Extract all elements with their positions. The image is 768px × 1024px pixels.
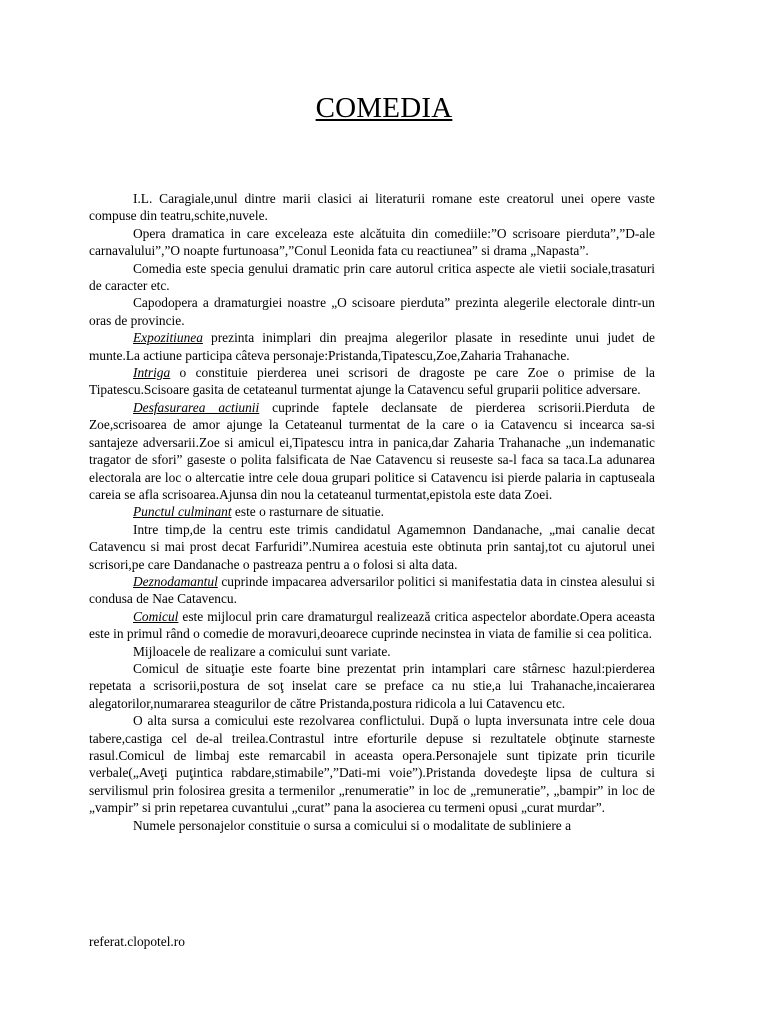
document-body — [89, 190, 655, 834]
paragraph — [89, 260, 655, 295]
paragraph-text: cuprinde impacarea adversarilor politici si manifestatia data in cinstea alesului si condusa de Nae Catavencu. — [89, 573, 655, 607]
paragraph — [89, 399, 655, 503]
paragraph-text: Numele personajelor constituie o sursa a comicului si o modalitate de subliniere a — [133, 817, 572, 833]
paragraph-text: O alta sursa a comicului este rezolvarea conflictului. După o lupta inversunata intre cele doua tabere,castiga cel de-al treilea.Contrastul intre eforturile depuse si rezultatele obţinute starneste rasul.Comicul de limbaj este remarcabil in aceasta opera.Personajele sunt tipizate prin ticurile verbale(„Aveţi puţintica rabdare,stimabile”,”Dati-mi voie”).Pristanda dovedeşte lipsa de cultura si servilismul prin folosirea gresita a termenilor „renumeratie” in loc de „remuneratie”, „bampir” in loc de „vampir” si prin repetarea cuvantului „curat” pana la asocierea cu termeni opusi „curat murdar”. — [89, 713, 655, 816]
paragraph — [89, 190, 655, 225]
paragraph-text: este mijlocul prin care dramaturgul realizează critica aspectelor abordate.Opera aceasta este in primul rând o comedie de moravuri,deoarece cuprinde necinstea in viata de familie si cea politica. — [89, 608, 655, 642]
paragraph — [89, 521, 655, 573]
paragraph-text: Mijloacele de realizare a comicului sunt variate. — [133, 643, 391, 659]
paragraph — [89, 364, 655, 399]
paragraph-text: Comicul de situaţie este foarte bine prezentat prin intamplari care stârnesc hazul:pierderea repetata a scrisorii,postura de soţ inselat care se preface ca nu stie,a lui Trahanache,incaierarea alegatorilor,numararea steagurilor de către Pristanda,postura ridicola a lui Catavencu etc. — [89, 660, 655, 711]
page-title: COMEDIA — [315, 92, 453, 124]
paragraph — [89, 503, 655, 520]
paragraph — [89, 660, 655, 712]
paragraph — [89, 817, 655, 834]
paragraph — [89, 294, 655, 329]
paragraph-text: cuprinde faptele declansate de pierderea scrisorii.Pierduta de Zoe,scrisoarea de amor ajunge la Cetateanul turmentat de la care o ia Catavencu si incearca sa-si santajeze adversarii.Zoe si amicul ei,Tipatescu intra in panica,dar Zaharia Trahanache „un indemanatic tragator de sfori” gaseste o polita falsificata de Nae Catavencu si reuseste sa-l faca sa taca.La adunarea electorala are loc o altercatie intre cele doua grupari politice si Catavencu isi pierde palaria in captuseala careia se afla scrisoarea.Ajunsa din nou la cetateanul turmentat,epistola este data Zoei. — [89, 399, 655, 502]
paragraph-text: I.L. Caragiale,unul dintre marii clasici ai literaturii romane este creatorul unei opere vaste compuse din teatru,schite,nuvele. — [89, 191, 655, 224]
paragraph — [89, 643, 655, 660]
paragraph — [89, 573, 655, 608]
section-term: Punctul culminant — [133, 504, 232, 520]
paragraph-text: Capodopera a dramaturgiei noastre „O scisoare pierduta” prezinta alegerile electorale dintr-un oras de provincie. — [89, 295, 655, 328]
paragraph — [89, 329, 655, 364]
paragraph — [89, 225, 655, 260]
paragraph-text: Intre timp,de la centru este trimis candidatul Agamemnon Dandanache, „mai canalie decat Catavencu si mai prost decat Farfuridi”.Numirea acestuia este obtinuta prin santaj,tot cu ajutorul unei scrisori,pe care Dandanache o pastreaza pentru a o folosi si alta data. — [89, 521, 655, 572]
footer-source: referat.clopotel.ro — [89, 934, 185, 949]
paragraph — [89, 608, 655, 643]
section-term: Intriga — [133, 365, 171, 381]
paragraph-text: Opera dramatica in care exceleaza este alcătuita din comediile:”O scrisoare pierduta”,”D-ale carnavalului”,”O noapte furtunoasa”,”Conul Leonida fata cu reactiunea” si drama „Napasta”. — [89, 225, 655, 259]
paragraph-text: Comedia este specia genului dramatic prin care autorul critica aspecte ale vietii sociale,trasaturi de caracter etc. — [89, 260, 655, 294]
paragraph-text: o constituie pierderea unei scrisori de dragoste pe care Zoe o primise de la Tipatescu.Scisoare gasita de cetateanul turmentat ajunge la Catavencu seful gruparii politice adversare. — [89, 365, 655, 398]
section-term: Deznodamantul — [133, 573, 218, 589]
section-term: Desfasurarea actiunii — [133, 399, 260, 415]
section-term: Comicul — [133, 608, 179, 624]
paragraph-text: prezinta inimplari din preajma alegerilor plasate in resedinte unui judet de munte.La actiune participa câteva personaje:Pristanda,Tipatescu,Zoe,Zaharia Trahanache. — [89, 330, 655, 363]
paragraph-text: este o rasturnare de situatie. — [231, 504, 385, 520]
section-term: Expozitiunea — [133, 330, 203, 346]
paragraph — [89, 712, 655, 816]
